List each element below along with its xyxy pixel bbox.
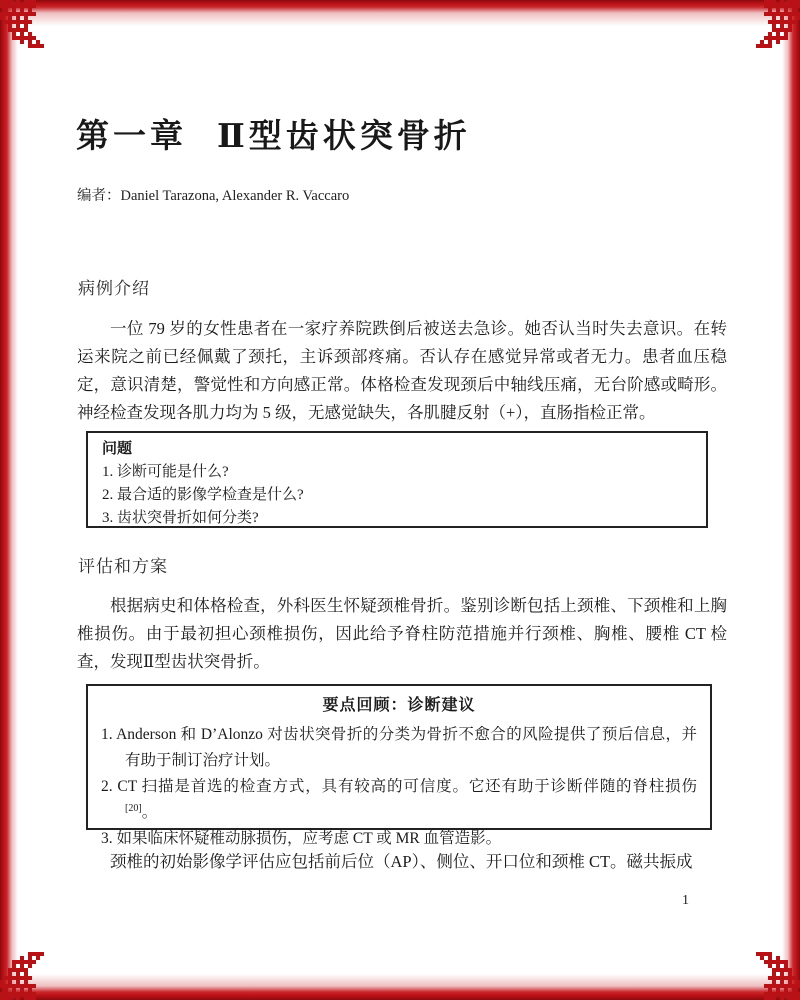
- chapter-title: [76, 110, 471, 157]
- border-right-edge: [782, 0, 800, 1000]
- keypoints-title: 要点回顾：诊断建议: [322, 697, 476, 714]
- closing-paragraph: 颈椎的初始影像学评估应包括前后位（AP）、侧位、开口位和颈椎 CT。磁共振成: [110, 852, 693, 871]
- question-item: 1. 诊断可能是什么?: [102, 464, 229, 480]
- chapter-name: Ⅱ型齿状突骨折: [217, 119, 471, 155]
- byline: [77, 184, 349, 205]
- question-box: [86, 431, 708, 528]
- keypoints-box: [86, 684, 712, 847]
- keypoint-item-1: 1. Anderson 和 D’Alonzo 对齿状突骨折的分类为骨折不愈合的风险提供了预后信息，并有助于制订治疗计划。: [101, 726, 697, 769]
- corner-knot-ornament-icon: [752, 0, 800, 48]
- border-bottom-edge: [0, 974, 800, 1000]
- question-box-title: 问题: [102, 441, 133, 457]
- citation-superscript: [20]: [125, 802, 142, 814]
- corner-knot-ornament-icon: [752, 952, 800, 1000]
- page-number: 1: [682, 893, 689, 908]
- keypoint-item-2: [101, 774, 697, 826]
- corner-knot-ornament-icon: [0, 0, 48, 48]
- case-paragraph: 一位 79 岁的女性患者在一家疗养院跌倒后被送去急诊。她否认当时失去意识。在转运来院之前已经佩戴了颈托，主诉颈部疼痛。否认存在感觉异常或者无力。患者血压稳定，意识清楚，警觉性和方向感正常。体格检查发现颈后中轴线压痛，无台阶感或畸形。神经检查发现各肌力均为 5 级，无感觉缺失，各肌腱反射（+），直肠指检正常。: [77, 319, 727, 422]
- chapter-number: 第一章: [76, 119, 187, 155]
- keypoint-item-3: 3. 如果临床怀疑椎动脉损伤，应考虑 CT 或 MR 血管造影。: [101, 830, 502, 847]
- plan-paragraph: 根据病史和体格检查，外科医生怀疑颈椎骨折。鉴别诊断包括上颈椎、下颈椎和上胸椎损伤。由于最初担心颈椎损伤，因此给予脊柱防范措施并行颈椎、胸椎、腰椎 CT 检查，发现Ⅱ型齿状突骨折。: [77, 596, 727, 671]
- section-heading-plan: 评估和方案: [78, 557, 168, 576]
- question-item: 3. 齿状突骨折如何分类?: [102, 510, 259, 526]
- keypoint-item-2-end: 。: [141, 804, 158, 821]
- section-heading-case: 病例介绍: [78, 279, 150, 298]
- question-item: 2. 最合适的影像学检查是什么?: [102, 487, 304, 503]
- keypoint-item-2-text: 2. CT 扫描是首选的检查方式，具有较高的可信度。它还有助于诊断伴随的脊柱损伤: [101, 778, 697, 795]
- border-left-edge: [0, 0, 18, 1000]
- byline-names: Daniel Tarazona, Alexander R. Vaccaro: [120, 188, 350, 204]
- byline-label: 编者：: [77, 188, 121, 204]
- border-top-edge: [0, 0, 800, 26]
- corner-knot-ornament-icon: [0, 952, 48, 1000]
